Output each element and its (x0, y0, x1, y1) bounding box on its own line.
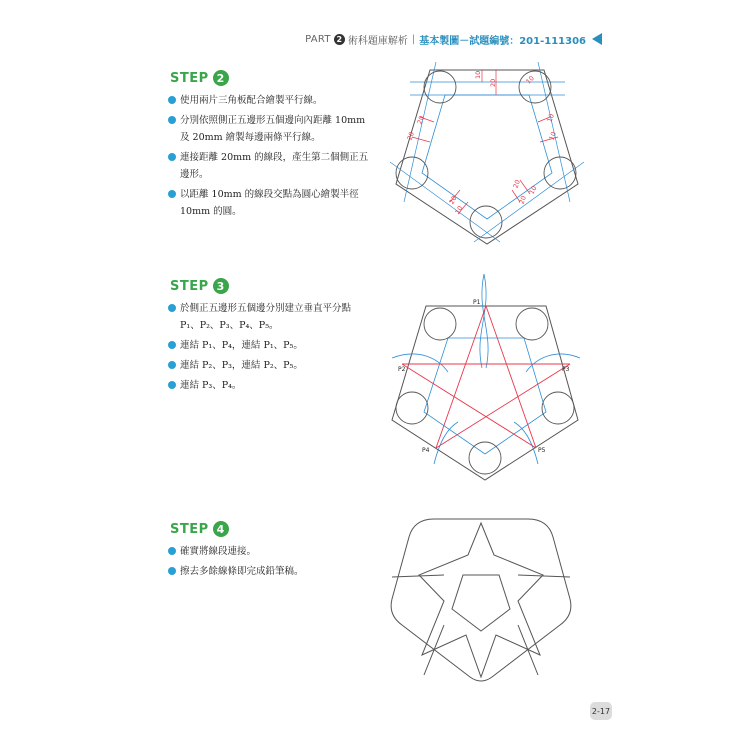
dimension-label: 20 (405, 130, 416, 142)
instruction-item: 使用兩片三角板配合繪製平行線。 (168, 92, 373, 109)
point-label: P1 (473, 299, 481, 306)
point-label: P4 (422, 447, 430, 454)
dimension-label: 10 (524, 74, 536, 86)
header-separator: | (411, 33, 416, 45)
step-3-instructions (168, 300, 373, 397)
step-label: STEP (170, 521, 209, 537)
corner-circle (469, 442, 501, 474)
step-2-figure (390, 62, 590, 247)
corner-circle (396, 392, 428, 424)
dimension-label: 20 (511, 178, 522, 190)
instruction-item: 分別依照側正五邊形五個邊向內距離 10mm 及 20mm 繪製每邊兩條平行線。 (168, 112, 373, 146)
corner-circle (544, 157, 576, 189)
corner-circle (396, 157, 428, 189)
step-4-figure (388, 515, 574, 693)
dimension-label: 10 (453, 204, 465, 216)
part-number-badge: 2 (334, 34, 345, 45)
inner-pentagon (452, 575, 510, 631)
point-label: P5 (538, 447, 546, 454)
page-header (305, 31, 602, 47)
outer-pentagon (396, 70, 578, 244)
dimension-label: 20 (415, 114, 426, 126)
part-label: PART (305, 33, 331, 45)
step-label: STEP (170, 278, 209, 294)
page-number: 2-17 (590, 702, 612, 720)
step-number-badge: 3 (213, 278, 229, 294)
exam-title: 基本製圖－試題編號：201-111306 (419, 35, 586, 47)
corner-circle (516, 308, 548, 340)
step-2-heading (170, 70, 229, 86)
step-number-badge: 4 (213, 521, 229, 537)
step-4-instructions (168, 543, 373, 583)
dimension-label: 10 (527, 184, 539, 196)
dimension-label: 10 (545, 112, 556, 124)
dimension-label: 10 (474, 70, 482, 79)
step-number-badge: 2 (213, 70, 229, 86)
corner-circle (542, 392, 574, 424)
step-3-heading (170, 278, 229, 294)
header-triangle-icon (592, 33, 602, 45)
instruction-item: 以距離 10mm 的線段交點為圓心繪製半徑 10mm 的圓。 (168, 186, 373, 220)
inner-pentagon (422, 95, 552, 219)
instruction-item: 連結 P₃、P₄。 (168, 377, 373, 394)
step-label: STEP (170, 70, 209, 86)
point-label: P3 (562, 366, 570, 373)
instruction-item: 連接距離 20mm 的線段，產生第二個側正五邊形。 (168, 149, 373, 183)
rounded-outer-pentagon (391, 519, 571, 681)
corner-circle (424, 308, 456, 340)
instruction-item: 連結 P₁、P₄，連結 P₁、P₅。 (168, 337, 373, 354)
section-title: 術科題庫解析 (347, 35, 408, 47)
instruction-item: 連結 P₂、P₃，連結 P₂、P₅。 (168, 357, 373, 374)
dimension-label: 20 (489, 78, 497, 87)
step-2-instructions (168, 92, 373, 223)
dimension-label: 10 (547, 130, 558, 142)
corner-circle (519, 71, 551, 103)
dimension-label: 20 (517, 194, 528, 206)
instruction-item: 於側正五邊形五個邊分別建立垂直平分點 P₁、P₂、P₃、P₄、P₅。 (168, 300, 373, 334)
step-3-figure (388, 272, 593, 482)
point-label: P2 (398, 366, 406, 373)
instruction-item: 確實將線段連接。 (168, 543, 373, 560)
corner-circle (424, 71, 456, 103)
step-4-heading (170, 521, 229, 537)
dimension-label: 20 (447, 194, 459, 206)
instruction-item: 擦去多餘線條即完成鉛筆稿。 (168, 563, 373, 580)
star-outline (419, 523, 543, 677)
